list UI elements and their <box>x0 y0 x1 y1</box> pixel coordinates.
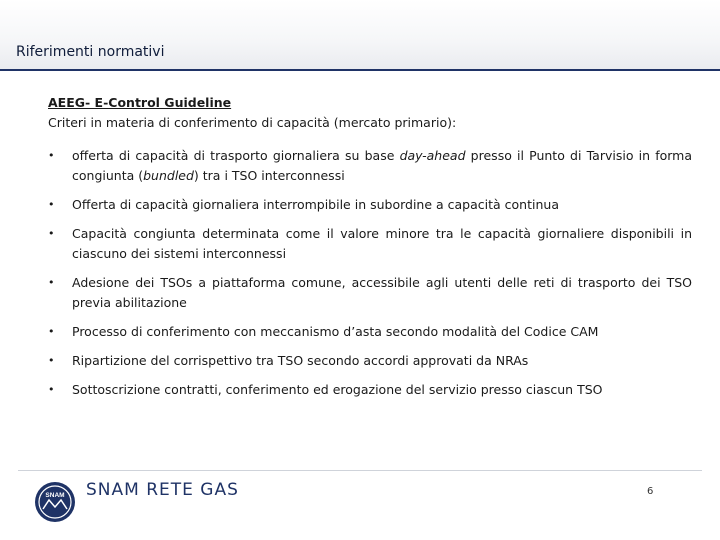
bullet-item <box>48 380 692 400</box>
guideline-title: AEEG- E-Control Guideline <box>48 95 232 110</box>
bullet-text-post: ) tra i TSO interconnessi <box>193 168 345 183</box>
bullet-item <box>48 195 692 215</box>
bullet-text-emphasis: bundled <box>143 168 194 183</box>
bullet-item <box>48 224 692 264</box>
slide-title: Riferimenti normativi <box>16 44 165 60</box>
intro-text: Criteri in materia di conferimento di capacità (mercato primario): <box>48 115 457 130</box>
bullet-icon: • <box>48 354 55 367</box>
logo-text: SNAM <box>45 492 65 499</box>
bullet-text: Sottoscrizione contratti, conferimento ed erogazione del servizio presso ciascun TSO <box>72 382 603 397</box>
bullet-icon: • <box>48 198 55 211</box>
footer-divider <box>18 470 702 471</box>
bullet-text-mid: presso il Punto di Tarvisio in forma congiunta ( <box>72 148 693 183</box>
bullet-icon: • <box>48 149 55 162</box>
bullet-text: Capacità congiunta determinata come il valore minore tra le capacità giornaliere disponibili in ciascuno dei sistemi interconnessi <box>72 226 692 261</box>
bullet-icon: • <box>48 383 55 396</box>
bullet-icon: • <box>48 227 55 240</box>
bullet-item <box>48 351 692 371</box>
bullet-text: Adesione dei TSOs a piattaforma comune, accessibile agli utenti delle reti di trasporto dei TSO previa abilitazione <box>72 275 692 310</box>
bullet-list <box>48 146 692 400</box>
bullet-text: Ripartizione del corrispettivo tra TSO secondo accordi approvati da NRAs <box>72 353 529 368</box>
bullet-text-pre: offerta di capacità di trasporto giornaliera su base <box>72 148 400 163</box>
bullet-text-emphasis: day-ahead <box>399 148 466 163</box>
bullet-text: Offerta di capacità giornaliera interrompibile in subordine a capacità continua <box>72 197 559 212</box>
bullet-icon: • <box>48 276 55 289</box>
slide-content <box>48 95 692 409</box>
header-divider <box>0 69 720 71</box>
brand-name: SNAM RETE GAS <box>86 480 239 500</box>
snam-logo-icon <box>34 481 76 523</box>
page-number: 6 <box>647 486 654 497</box>
bullet-item <box>48 273 692 313</box>
bullet-icon: • <box>48 325 55 338</box>
bullet-item <box>48 322 692 342</box>
bullet-text: Processo di conferimento con meccanismo d’asta secondo modalità del Codice CAM <box>72 324 599 339</box>
bullet-item <box>48 146 692 186</box>
slide-header <box>0 0 720 70</box>
